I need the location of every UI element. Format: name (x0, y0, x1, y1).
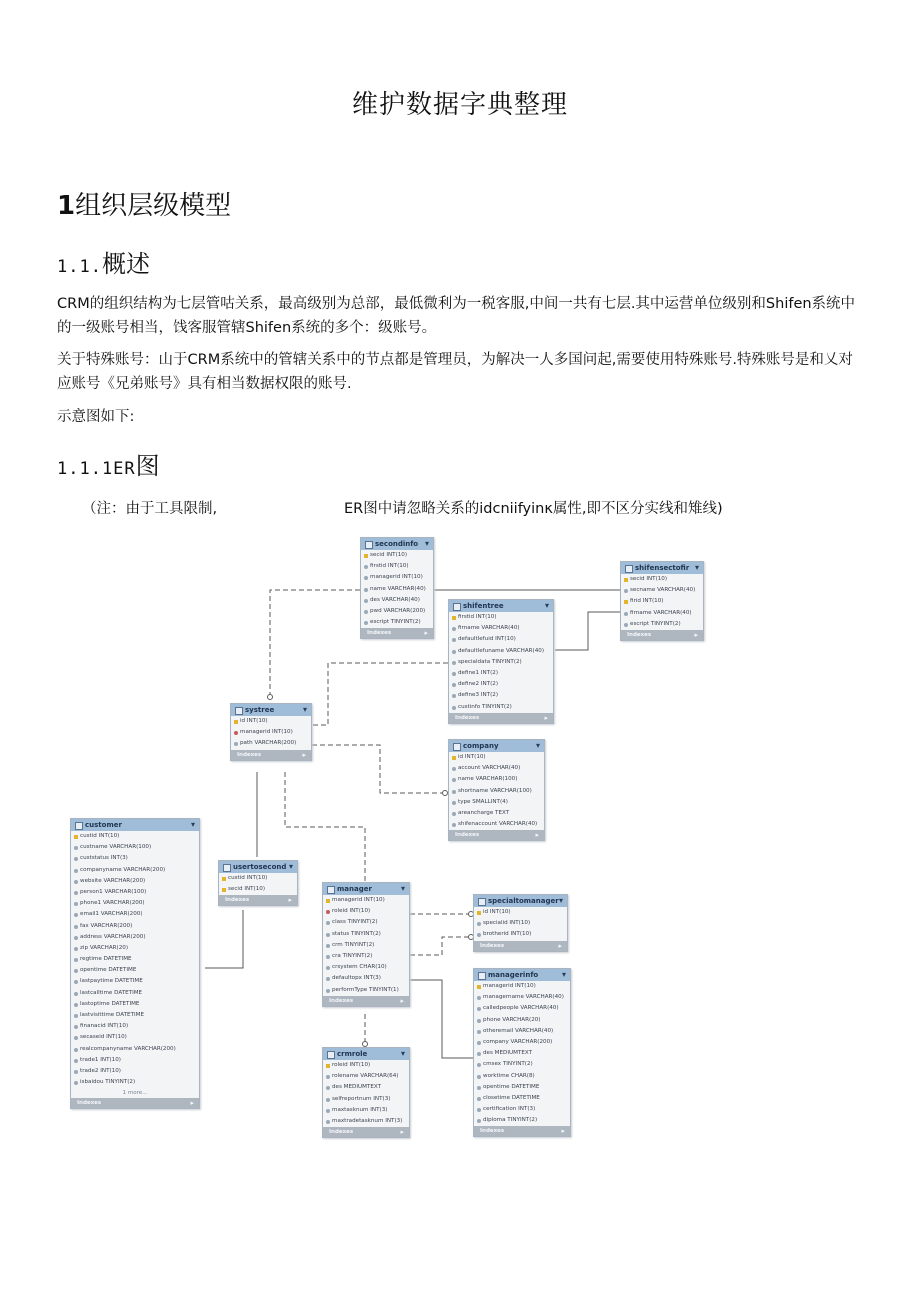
table-column: managerid INT(10) (323, 895, 409, 906)
table-indexes-footer: Indexes ▸ (474, 1126, 570, 1136)
table-column: maxtasknum INT(3) (323, 1105, 409, 1116)
table-column: otheremail VARCHAR(40) (474, 1026, 570, 1037)
table-indexes-footer: Indexes ▸ (231, 750, 311, 760)
table-column: zip VARCHAR(20) (71, 943, 199, 954)
table-column: custname VARCHAR(100) (71, 842, 199, 853)
table-column: path VARCHAR(200) (231, 738, 311, 749)
table-column: phone1 VARCHAR(200) (71, 898, 199, 909)
table-column: lastoptime DATETIME (71, 999, 199, 1010)
table-column: type SMALLINT(4) (449, 797, 544, 808)
table-column: opentime DATETIME (474, 1082, 570, 1093)
table-column: secid INT(10) (361, 550, 433, 561)
table-column: opentime DATETIME (71, 965, 199, 976)
table-indexes-footer: Indexes ▸ (449, 713, 553, 723)
table-column: id INT(10) (474, 907, 567, 918)
heading-1-1-1-number: 1.1.1ER (57, 459, 136, 479)
table-column: person1 VARCHAR(100) (71, 887, 199, 898)
table-column: crsystem CHAR(10) (323, 962, 409, 973)
er-table-secondinfo (360, 537, 434, 639)
table-indexes-footer: Indexes ▸ (323, 1127, 409, 1137)
table-column: managername VARCHAR(40) (474, 992, 570, 1003)
table-column: defaultlefuname VARCHAR(40) (449, 646, 553, 657)
table-column: areancharge TEXT (449, 808, 544, 819)
table-column: rolename VARCHAR(64) (323, 1071, 409, 1082)
table-column: selfreportnum INT(3) (323, 1094, 409, 1105)
table-column: trade1 INT(10) (71, 1055, 199, 1066)
table-column: defaultlefuid INT(10) (449, 634, 553, 645)
er-table-manager (322, 882, 410, 1007)
heading-1-1-number: 1.1. (57, 257, 102, 277)
table-column: managerid INT(10) (474, 981, 570, 992)
table-column: phone VARCHAR(20) (474, 1015, 570, 1026)
table-column: escript TINYINT(2) (361, 617, 433, 628)
table-column: secid INT(10) (621, 574, 703, 585)
note-part-1: （注：由于工具限制, (82, 501, 218, 517)
table-column: name VARCHAR(40) (361, 584, 433, 595)
table-title: secondinfo ▾ (361, 538, 433, 550)
table-column: isbaidou TINYINT(2) (71, 1077, 199, 1088)
table-column: diploma TINYINT(2) (474, 1115, 570, 1126)
table-column: custstatus INT(3) (71, 853, 199, 864)
table-column: firname VARCHAR(40) (621, 608, 703, 619)
table-column: custinfo TINYINT(2) (449, 702, 553, 713)
table-column: firid INT(10) (621, 596, 703, 607)
table-column: pwd VARCHAR(200) (361, 606, 433, 617)
table-column: managerid INT(10) (361, 572, 433, 583)
table-column: firstid INT(10) (449, 612, 553, 623)
er-table-customer (70, 818, 200, 1109)
table-more-columns[interactable]: 1 more... (122, 1090, 148, 1097)
table-column: des VARCHAR(40) (361, 595, 433, 606)
rel-manager-specialtomanager-2 (410, 937, 473, 955)
table-column: shortname VARCHAR(100) (449, 786, 544, 797)
table-title: customer ▾ (71, 819, 199, 831)
table-column: secaseid INT(10) (71, 1032, 199, 1043)
table-column: cmsex TINYINT(2) (474, 1059, 570, 1070)
rel-shifentree-shifensectofir (555, 612, 620, 650)
table-column: cra TINYINT(2) (323, 951, 409, 962)
rel-company-systree (312, 745, 447, 793)
table-title: specialtomanager ▾ (474, 895, 567, 907)
table-column: roleid INT(10) (323, 906, 409, 917)
table-column: lastcalltime DATETIME (71, 988, 199, 999)
paragraph-overview: CRM的组织结构为七层管咕关系，最高级别为总部，最低微利为一税客服,中间一共有七层.其中运营单位级别和Shifen系统中的一级账号相当，饯客服管辖Shifen系统的多个：级账号。 (57, 296, 856, 336)
rel-customer-usertosecond (205, 910, 243, 968)
table-column: define3 INT(2) (449, 690, 553, 701)
table-column: id INT(10) (449, 752, 544, 763)
table-title: managerinfo ▾ (474, 969, 570, 981)
rel-shifentree-systree (312, 663, 448, 725)
table-indexes-footer: Indexes ▸ (71, 1098, 199, 1108)
er-table-managerinfo (473, 968, 571, 1137)
heading-1-1-1-text: 图 (135, 452, 160, 480)
table-column: closetime DATETIME (474, 1093, 570, 1104)
table-indexes-footer: Indexes ▸ (219, 895, 297, 905)
table-column: companyname VARCHAR(200) (71, 865, 199, 876)
table-column: roleid INT(10) (323, 1060, 409, 1071)
heading-1-number: 1 (57, 191, 76, 221)
table-column: trade2 INT(10) (71, 1066, 199, 1077)
er-table-shifensectofir (620, 561, 704, 641)
table-title: shifensectofir ▾ (621, 562, 703, 574)
table-column: custid INT(10) (219, 873, 297, 884)
heading-1-text: 组织层级模型 (75, 191, 232, 221)
heading-1-1-text: 概述 (101, 250, 150, 278)
table-column: secname VARCHAR(40) (621, 585, 703, 596)
table-column: shifenaccount VARCHAR(40) (449, 819, 544, 830)
table-column: des MEDIUMTEXT (474, 1048, 570, 1059)
table-column: regtime DATETIME (71, 954, 199, 965)
document-title: 维护数据字典整理 (351, 90, 568, 120)
table-column: define2 INT(2) (449, 679, 553, 690)
table-column: managerid INT(10) (231, 727, 311, 738)
table-column: certification INT(3) (474, 1104, 570, 1115)
table-column: status TINYINT(2) (323, 929, 409, 940)
rel-manager-managerinfo (410, 980, 473, 1058)
table-indexes-footer: Indexes ▸ (449, 830, 544, 840)
table-column: class TINYINT(2) (323, 917, 409, 928)
table-title: company ▾ (449, 740, 544, 752)
table-indexes-footer: Indexes ▸ (474, 941, 567, 951)
table-column: realcompanyname VARCHAR(200) (71, 1044, 199, 1055)
table-column: fax VARCHAR(200) (71, 921, 199, 932)
table-column: lastpaytime DATETIME (71, 976, 199, 987)
table-column: maxtradetasknum INT(3) (323, 1116, 409, 1127)
er-table-company (448, 739, 545, 841)
table-column: brotherid INT(10) (474, 929, 567, 940)
table-title: usertosecond ▾ (219, 861, 297, 873)
table-column: address VARCHAR(200) (71, 932, 199, 943)
er-table-systree (230, 703, 312, 761)
paragraph-special-account: 关于特殊账号：山于CRM系统中的管辖关系中的节点都是管理员，为解决一人多国问起,需要使用特殊账号.特殊账号是和乂对应账号《兄弟账号》具有相当数据权限的账号. (57, 352, 853, 392)
table-column: specialdata TINYINT(2) (449, 657, 553, 668)
er-table-crmrole (322, 1047, 410, 1138)
table-column: firname VARCHAR(40) (449, 623, 553, 634)
rel-secondinfo-systree (270, 590, 360, 700)
er-table-shifentree (448, 599, 554, 724)
table-column: define1 INT(2) (449, 668, 553, 679)
table-column: name VARCHAR(100) (449, 774, 544, 785)
table-column: escript TINYINT(2) (621, 619, 703, 630)
table-title: systree ▾ (231, 704, 311, 716)
table-column: defaultopx INT(3) (323, 973, 409, 984)
table-column: lastvisittime DATETIME (71, 1010, 199, 1021)
table-column: id INT(10) (231, 716, 311, 727)
table-column: worktime CHAR(8) (474, 1071, 570, 1082)
table-column: account VARCHAR(40) (449, 763, 544, 774)
table-column: firstid INT(10) (361, 561, 433, 572)
table-indexes-footer: Indexes ▸ (323, 996, 409, 1006)
table-column: email1 VARCHAR(200) (71, 909, 199, 920)
table-column: performType TINYINT(1) (323, 985, 409, 996)
table-column: custid INT(10) (71, 831, 199, 842)
note-part-2: ER图中请忽略关系的idcniifyinκ属性,即不区分实线和雉线) (344, 501, 723, 517)
er-table-specialtomanager (473, 894, 568, 952)
table-column: website VARCHAR(200) (71, 876, 199, 887)
table-title: manager ▾ (323, 883, 409, 895)
table-column: specialid INT(10) (474, 918, 567, 929)
table-title: shifentree ▾ (449, 600, 553, 612)
table-column: finanacid INT(10) (71, 1021, 199, 1032)
er-table-usertosecond (218, 860, 298, 906)
table-column: crm TINYINT(2) (323, 940, 409, 951)
table-column: secid INT(10) (219, 884, 297, 895)
table-column: des MEDIUMTEXT (323, 1082, 409, 1093)
table-column: company VARCHAR(200) (474, 1037, 570, 1048)
paragraph-diagram-intro: 示意图如下: (57, 409, 135, 425)
table-column: calledpeople VARCHAR(40) (474, 1003, 570, 1014)
table-title: crmrole ▾ (323, 1048, 409, 1060)
table-indexes-footer: Indexes ▸ (361, 628, 433, 638)
table-indexes-footer: Indexes ▸ (621, 630, 703, 640)
